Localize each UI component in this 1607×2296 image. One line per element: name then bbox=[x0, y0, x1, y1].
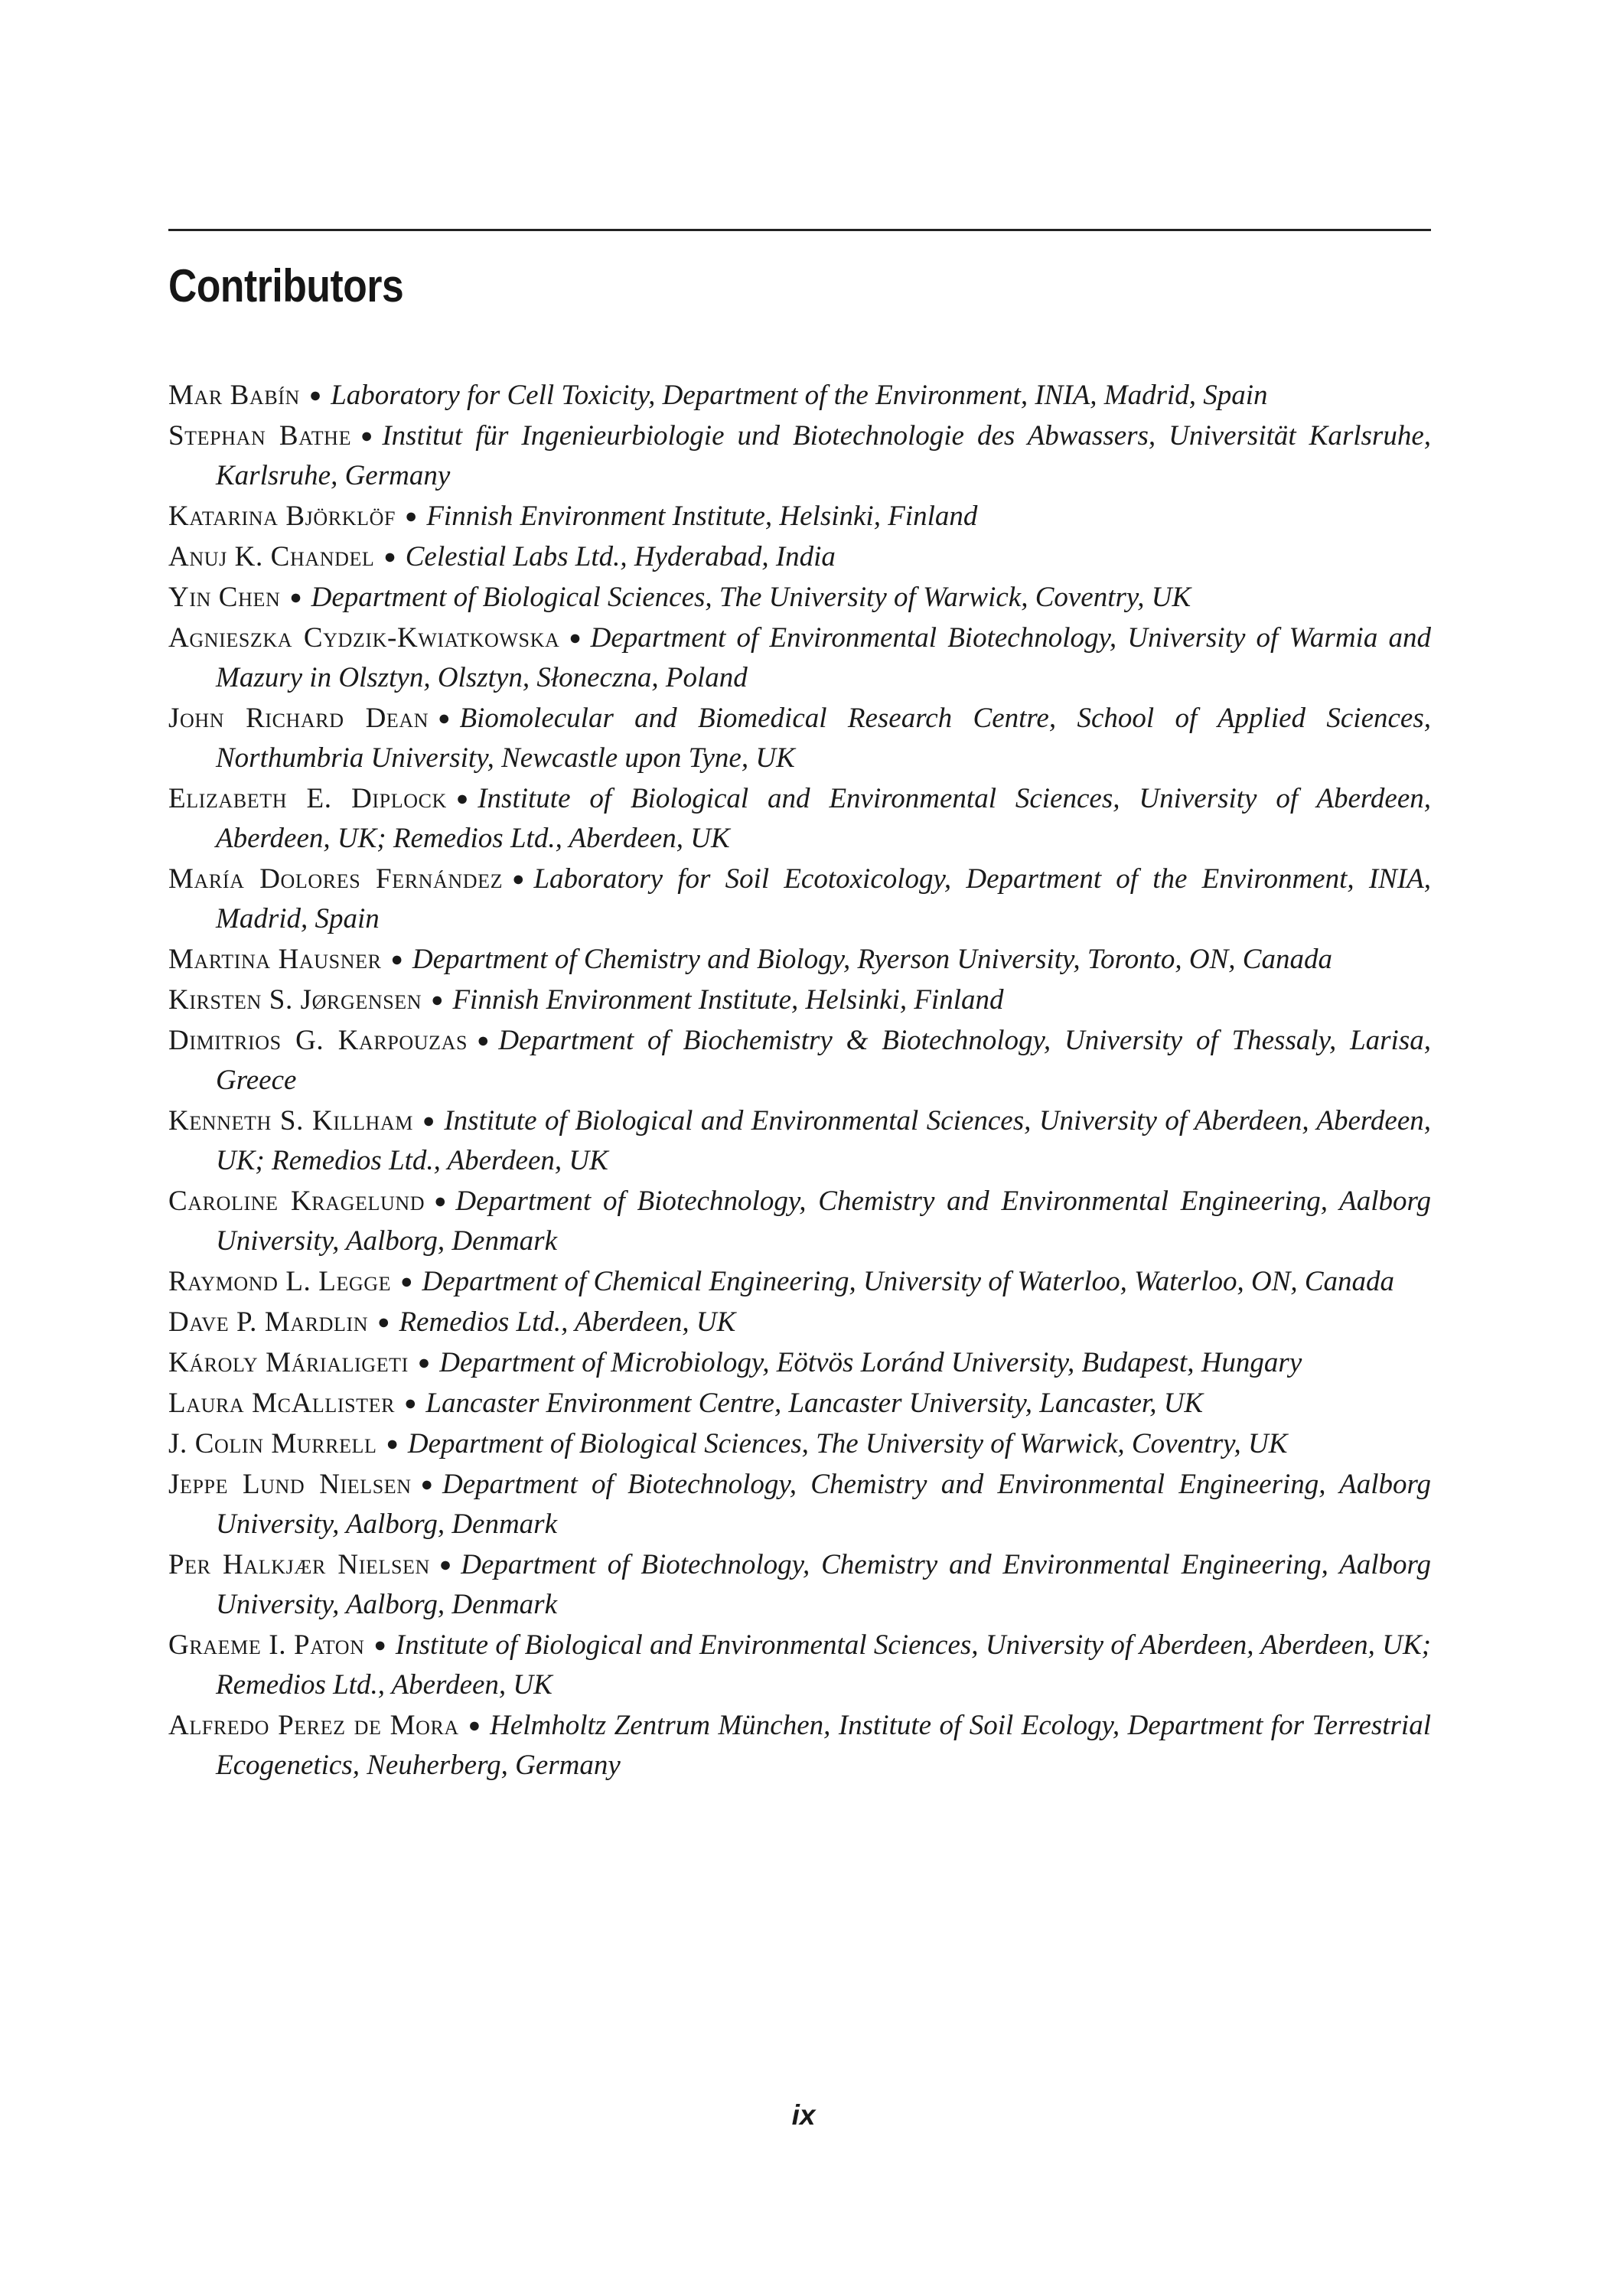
contributor-affiliation: Department of Chemical Engineering, University of Waterloo, Waterloo, ON, Canada bbox=[422, 1266, 1395, 1297]
contributor-name: Katarina Björklöf bbox=[168, 501, 396, 532]
contributor-name: Kirsten S. Jørgensen bbox=[168, 984, 422, 1016]
contributor-affiliation: Department of Biotechnology, Chemistry and Environmental Engineering, Aalborg University, Aalborg, Denmark bbox=[216, 1186, 1432, 1257]
contributor-entry bbox=[168, 416, 1431, 496]
bullet-icon: ● bbox=[390, 947, 403, 970]
contributor-list bbox=[168, 375, 1431, 1786]
contributor-entry bbox=[168, 1181, 1431, 1261]
bullet-icon: ● bbox=[512, 867, 525, 890]
contributor-name: Laura McAllister bbox=[168, 1388, 396, 1419]
contributor-name: Graeme I. Paton bbox=[168, 1629, 365, 1661]
bullet-icon: ● bbox=[400, 1270, 413, 1293]
page-title: Contributors bbox=[168, 260, 404, 311]
bullet-icon: ● bbox=[386, 1432, 399, 1455]
contributor-affiliation: Laboratory for Cell Toxicity, Department of the Environment, INIA, Madrid, Spain bbox=[331, 380, 1268, 411]
bullet-icon: ● bbox=[431, 988, 444, 1011]
contributor-entry bbox=[168, 980, 1431, 1020]
contributor-affiliation: Laboratory for Soil Ecotoxicology, Department of the Environment, INIA, Madrid, Spain bbox=[216, 863, 1431, 934]
contributor-entry bbox=[168, 1424, 1431, 1464]
bullet-icon: ● bbox=[569, 626, 582, 649]
contributor-name: Raymond L. Legge bbox=[168, 1266, 392, 1297]
contributor-name: Agnieszka Cydzik-Kwiatkowska bbox=[168, 622, 560, 654]
contributor-affiliation: Department of Biological Sciences, The University of Warwick, Coventry, UK bbox=[311, 582, 1191, 613]
contributor-name: Per Halkjær Nielsen bbox=[168, 1549, 430, 1580]
contributor-entry bbox=[168, 1625, 1431, 1705]
contributor-entry bbox=[168, 778, 1431, 859]
bullet-icon: ● bbox=[468, 1714, 481, 1737]
contributor-affiliation: Institute of Biological and Environmental Sciences, University of Aberdeen, Aberdeen, UK; Remedios Ltd., Aberdeen, UK bbox=[216, 1105, 1431, 1176]
contributor-entry bbox=[168, 1020, 1431, 1101]
contributor-name: Yin Chen bbox=[168, 582, 281, 613]
bullet-icon: ● bbox=[405, 504, 418, 527]
contributor-name: Stephan Bathe bbox=[168, 420, 352, 452]
contributor-entry bbox=[168, 1101, 1431, 1181]
contributor-name: Dave P. Mardlin bbox=[168, 1306, 369, 1338]
contributor-affiliation: Department of Microbiology, Eötvös Loránd University, Budapest, Hungary bbox=[439, 1347, 1302, 1378]
contributor-affiliation: Department of Biotechnology, Chemistry and Environmental Engineering, Aalborg University, Aalborg, Denmark bbox=[216, 1549, 1431, 1620]
contributor-entry bbox=[168, 1544, 1431, 1625]
contributor-entry bbox=[168, 375, 1431, 416]
contributor-entry bbox=[168, 536, 1431, 577]
contributor-affiliation: Department of Biochemistry & Biotechnology, University of Thessaly, Larisa, Greece bbox=[216, 1025, 1431, 1096]
contributor-affiliation: Biomolecular and Biomedical Research Centre, School of Applied Sciences, Northumbria University, Newcastle upon Tyne, UK bbox=[216, 703, 1431, 774]
contributor-affiliation: Department of Biotechnology, Chemistry and Environmental Engineering, Aalborg University, Aalborg, Denmark bbox=[216, 1469, 1432, 1540]
page-number: ix bbox=[791, 2099, 816, 2131]
contributor-name: Martina Hausner bbox=[168, 944, 382, 975]
bullet-icon: ● bbox=[434, 1189, 447, 1212]
contributor-affiliation: Department of Environmental Biotechnology, University of Warmia and Mazury in Olsztyn, Olsztyn, Słoneczna, Poland bbox=[216, 622, 1431, 693]
contributor-entry bbox=[168, 1302, 1431, 1342]
contributor-entry bbox=[168, 577, 1431, 618]
bullet-icon: ● bbox=[455, 787, 469, 810]
bullet-icon: ● bbox=[422, 1109, 435, 1132]
contributor-affiliation: Institute of Biological and Environmental Sciences, University of Aberdeen, Aberdeen, UK; Remedios Ltd., Aberdeen, UK bbox=[216, 1629, 1431, 1701]
contributor-entry bbox=[168, 1261, 1431, 1302]
bullet-icon: ● bbox=[438, 706, 451, 729]
contributor-entry bbox=[168, 1464, 1431, 1544]
contributor-affiliation: Celestial Labs Ltd., Hyderabad, India bbox=[405, 541, 836, 572]
contributor-name: Dimitrios G. Karpouzas bbox=[168, 1025, 468, 1056]
contributor-affiliation: Finnish Environment Institute, Helsinki, Finland bbox=[426, 501, 978, 532]
contributor-entry bbox=[168, 618, 1431, 698]
bullet-icon: ● bbox=[420, 1473, 433, 1495]
contributor-name: Anuj K. Chandel bbox=[168, 541, 375, 572]
bullet-icon: ● bbox=[377, 1310, 390, 1333]
bullet-icon: ● bbox=[477, 1029, 490, 1052]
contributor-name: Elizabeth E. Diplock bbox=[168, 783, 447, 814]
contributor-entry bbox=[168, 698, 1431, 778]
contributor-affiliation: Finnish Environment Institute, Helsinki, Finland bbox=[452, 984, 1004, 1016]
bullet-icon: ● bbox=[373, 1633, 386, 1656]
contributor-entry bbox=[168, 1383, 1431, 1424]
contributor-name: Caroline Kragelund bbox=[168, 1186, 425, 1217]
bullet-icon: ● bbox=[438, 1553, 452, 1576]
contributor-name: María Dolores Fernández bbox=[168, 863, 504, 895]
contributor-entry bbox=[168, 939, 1431, 980]
contributor-affiliation: Lancaster Environment Centre, Lancaster University, Lancaster, UK bbox=[425, 1388, 1204, 1419]
contributor-name: Károly Márialigeti bbox=[168, 1347, 409, 1378]
contributor-name: Mar Babín bbox=[168, 380, 300, 411]
contributor-name: J. Colin Murrell bbox=[168, 1428, 377, 1459]
contributor-affiliation: Institute of Biological and Environmental Sciences, University of Aberdeen, Aberdeen, UK; Remedios Ltd., Aberdeen, UK bbox=[216, 783, 1431, 854]
contributor-name: Alfredo Perez de Mora bbox=[168, 1710, 459, 1741]
bullet-icon: ● bbox=[289, 585, 302, 608]
bullet-icon: ● bbox=[383, 545, 396, 568]
contributor-entry bbox=[168, 1342, 1431, 1383]
contributor-affiliation: Department of Biological Sciences, The University of Warwick, Coventry, UK bbox=[407, 1428, 1288, 1459]
contributor-affiliation: Department of Chemistry and Biology, Ryerson University, Toronto, ON, Canada bbox=[412, 944, 1332, 975]
contributor-name: John Richard Dean bbox=[168, 703, 429, 734]
bullet-icon: ● bbox=[308, 383, 322, 406]
bullet-icon: ● bbox=[404, 1391, 417, 1414]
contributor-entry bbox=[168, 1705, 1431, 1786]
heading-rule bbox=[168, 229, 1431, 231]
bullet-icon: ● bbox=[360, 424, 373, 447]
contributor-affiliation: Helmholtz Zentrum München, Institute of Soil Ecology, Department for Terrestrial Ecogenetics, Neuherberg, Germany bbox=[216, 1710, 1431, 1781]
contributor-affiliation: Institut für Ingenieurbiologie und Biotechnologie des Abwassers, Universität Karlsruhe, Karlsruhe, Germany bbox=[216, 420, 1431, 491]
contributor-name: Kenneth S. Killham bbox=[168, 1105, 414, 1137]
bullet-icon: ● bbox=[417, 1351, 431, 1374]
contributor-entry bbox=[168, 859, 1431, 939]
contributor-affiliation: Remedios Ltd., Aberdeen, UK bbox=[399, 1306, 736, 1338]
contributor-name: Jeppe Lund Nielsen bbox=[168, 1469, 412, 1500]
contributor-entry bbox=[168, 496, 1431, 536]
